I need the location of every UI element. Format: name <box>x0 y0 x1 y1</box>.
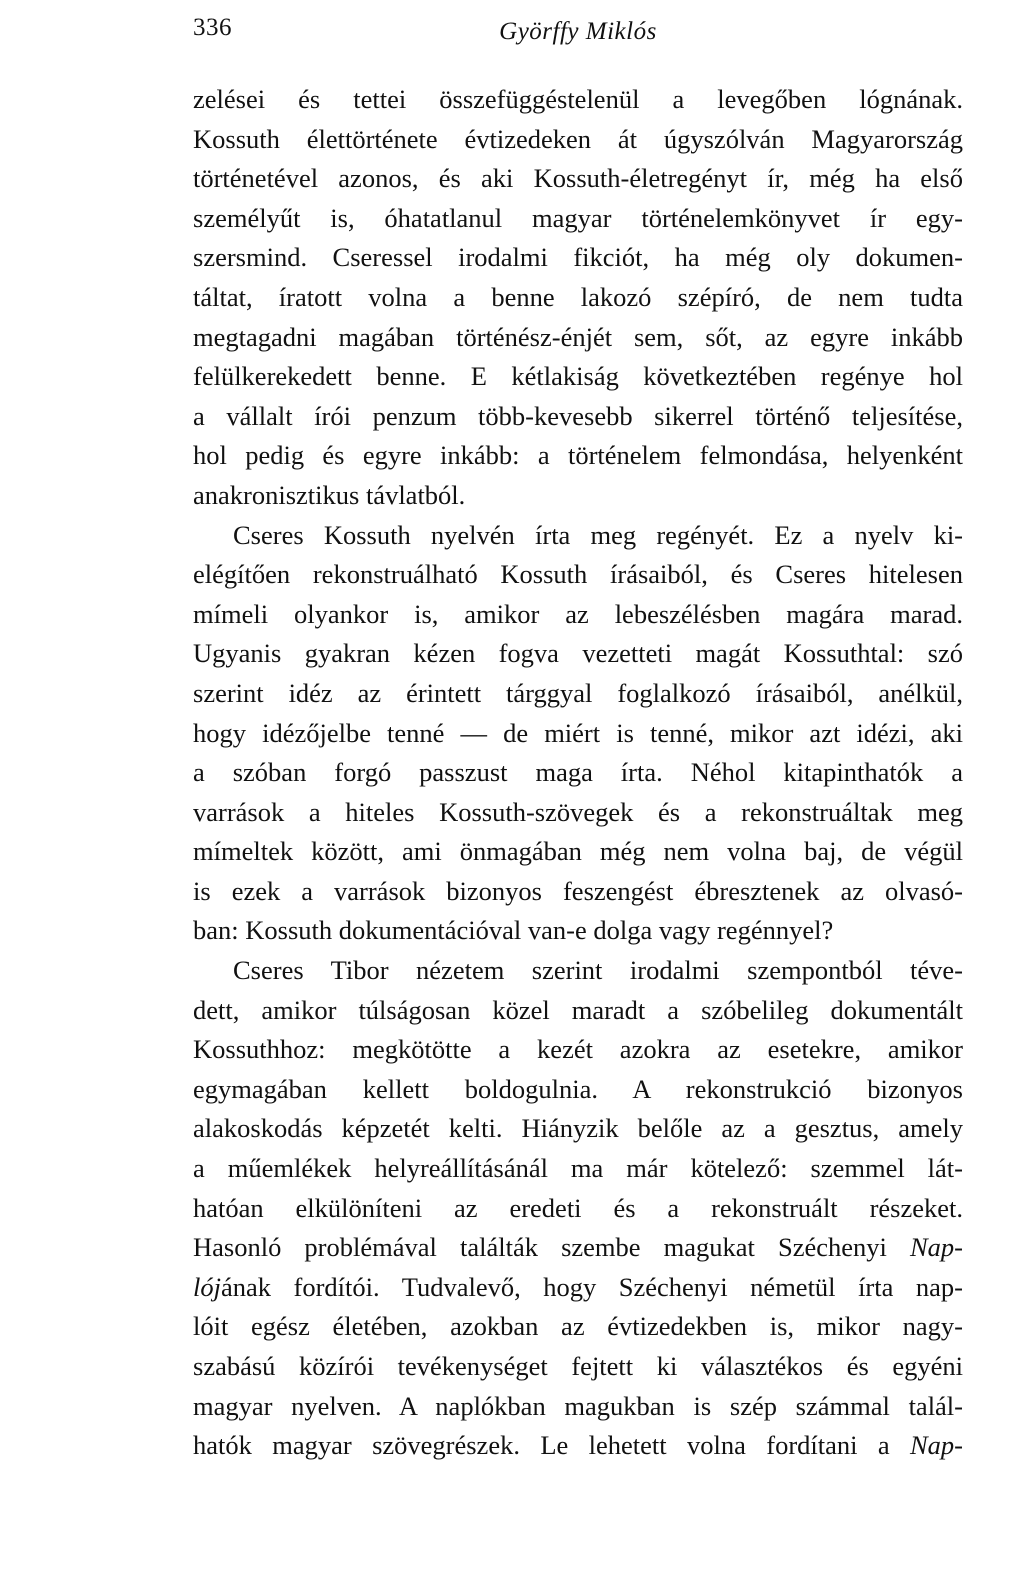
text-line: személyűt is, óhatatlanul magyar történelemkönyvet ír egy- <box>193 202 963 233</box>
text-line: egymagában kellett boldogulnia. A rekonstrukció bizonyos <box>193 1073 963 1104</box>
page-number: 336 <box>193 14 232 41</box>
text-line: történetével azonos, és aki Kossuth-életregényt ír, még ha első <box>193 163 963 194</box>
text-line: hatók magyar szövegrészek. Le lehetett volna fordítani a Nap- <box>193 1430 963 1461</box>
text-line: szersmind. Cseressel irodalmi fikciót, ha még oly dokumen- <box>193 242 963 273</box>
body-text <box>193 80 963 1466</box>
text-line: dett, amikor túlságosan közel maradt a szóbelileg dokumentált <box>193 994 963 1025</box>
text-line: varrások a hiteles Kossuth-szövegek és a rekonstruáltak meg <box>193 796 963 827</box>
text-line: Hasonló problémával találták szembe magukat Széchenyi Nap- <box>193 1232 963 1263</box>
text-line: magyar nyelven. A naplókban magukban is szép számmal talál- <box>193 1390 963 1421</box>
text-line: a műemlékek helyreállításánál ma már kötelező: szemmel lát- <box>193 1153 963 1184</box>
text-line: elégítően rekonstruálható Kossuth írásaiból, és Cseres hitelesen <box>193 559 963 590</box>
text-line: mímeltek között, ami önmagában még nem volna baj, de végül <box>193 836 963 867</box>
text-line: Cseres Kossuth nyelvén írta meg regényét. Ez a nyelv ki- <box>233 519 963 550</box>
text-line: a szóban forgó passzust maga írta. Néhol kitapinthatók a <box>193 757 963 788</box>
text-line: lóit egész életében, azokban az évtizedekben is, mikor nagy- <box>193 1311 963 1342</box>
page-header <box>193 14 963 54</box>
text-line: felülkerekedett benne. E kétlakiság következtében regénye hol <box>193 361 963 392</box>
text-line: táltat, íratott volna a benne lakozó szépíró, de nem tudta <box>193 281 963 312</box>
text-line: szerint idéz az érintett tárggyal foglalkozó írásaiból, anélkül, <box>193 677 963 708</box>
text-line: megtagadni magában történész-énjét sem, sőt, az egyre inkább <box>193 321 963 352</box>
text-line: a vállalt írói penzum több-kevesebb sikerrel történő teljesítése, <box>193 400 963 431</box>
text-line: is ezek a varrások bizonyos feszengést ébresztenek az olvasó- <box>193 875 963 906</box>
text-line: Kossuthhoz: megkötötte a kezét azokra az esetekre, amikor <box>193 1034 963 1065</box>
text-line: ban: Kossuth dokumentációval van-e dolga vagy regénnyel? <box>193 915 834 946</box>
text-line: szabású közírói tevékenységet fejtett ki választékos és egyéni <box>193 1351 963 1381</box>
text-line: hogy idézőjelbe tenné — de miért is tenné, mikor azt idézi, aki <box>193 717 963 748</box>
text-line: alakoskodás képzetét kelti. Hiányzik belőle az a gesztus, amely <box>193 1113 963 1144</box>
text-line: hol pedig és egyre inkább: a történelem felmondása, helyenként <box>193 440 963 471</box>
running-head: Györffy Miklós <box>499 18 657 45</box>
text-line: zelései és tettei összefüggéstelenül a levegőben lógnának. <box>193 84 963 114</box>
text-line: Ugyanis gyakran kézen fogva vezetteti magát Kossuthtal: szó <box>193 638 963 669</box>
text-line: mímeli olyankor is, amikor az lebeszélésben magára marad. <box>193 598 963 629</box>
text-line: lójának fordítói. Tudvalevő, hogy Széchenyi németül írta nap- <box>193 1271 963 1302</box>
text-line: hatóan elkülöníteni az eredeti és a rekonstruált részeket. <box>193 1192 963 1223</box>
text-line: anakronisztikus távlatból. <box>193 479 466 510</box>
text-line: Kossuth élettörténete évtizedeken át úgyszólván Magyarország <box>193 123 963 154</box>
text-line: Cseres Tibor nézetem szerint irodalmi szempontból téve- <box>233 955 963 986</box>
